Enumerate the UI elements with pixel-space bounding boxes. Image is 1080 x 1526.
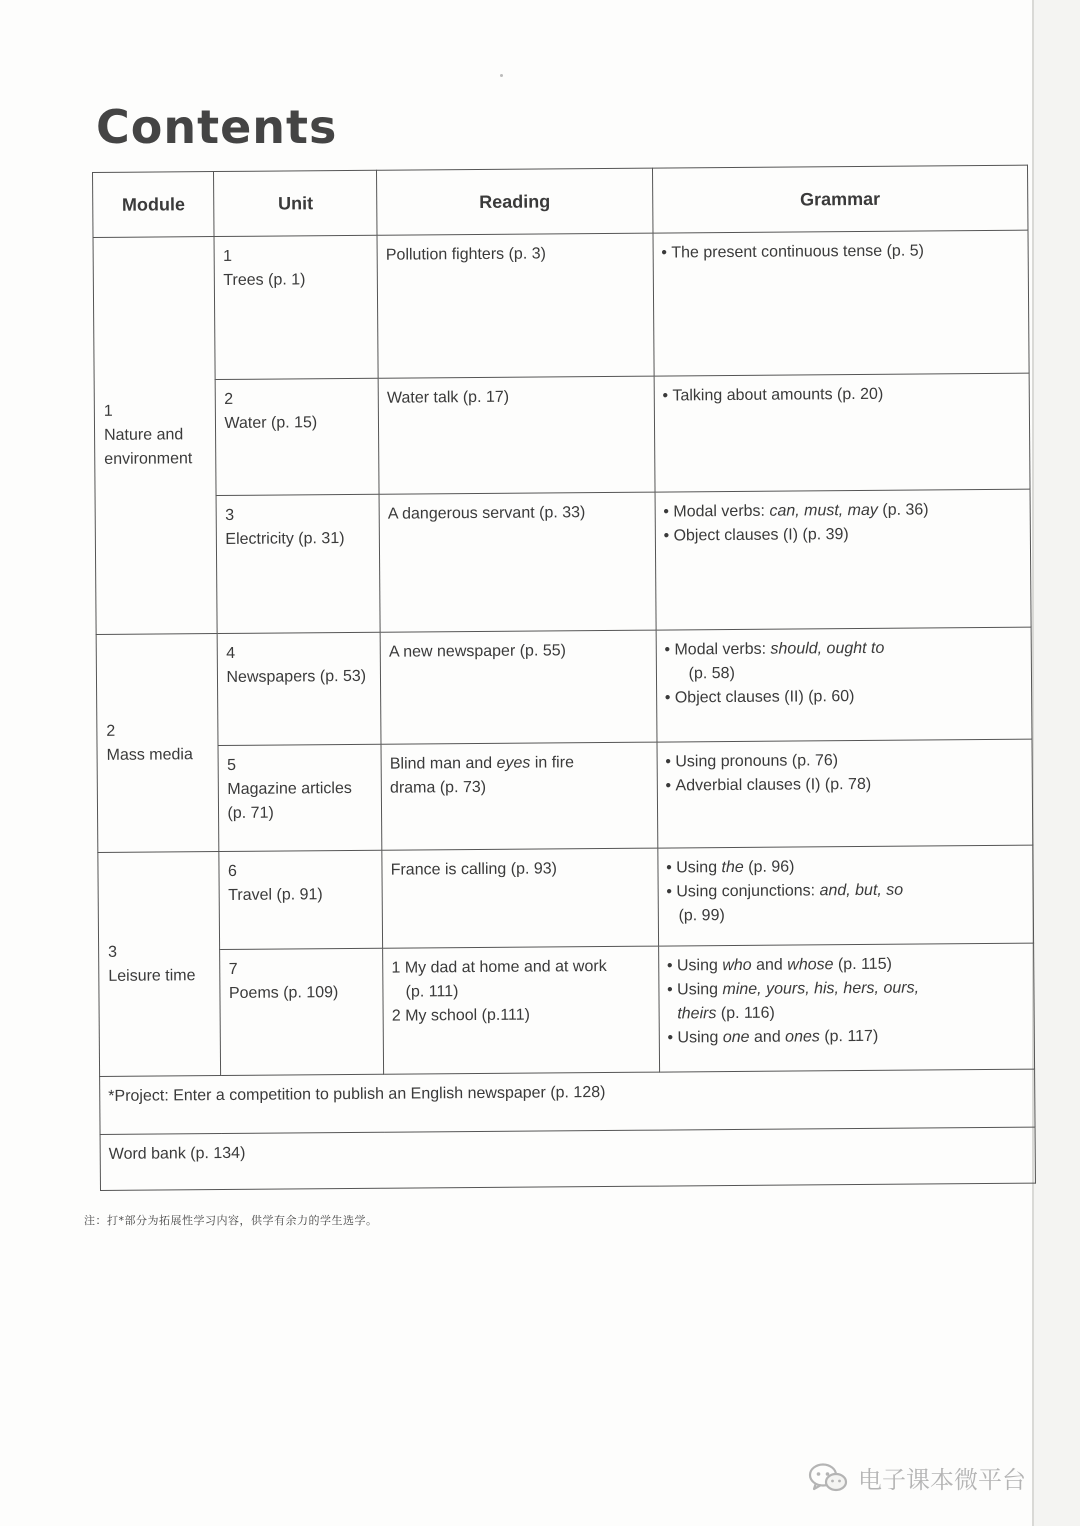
grammar-example: can, must, may (769, 501, 878, 520)
unit-number: 4 (226, 644, 236, 662)
unit-number: 3 (225, 506, 235, 524)
grammar-cell (656, 627, 1032, 742)
grammar-item (666, 854, 1025, 881)
reading-title: in fire (530, 754, 575, 772)
module-name: environment (104, 450, 193, 468)
grammar-example: ones (785, 1028, 820, 1046)
grammar-item: • Object clauses (I) (p. 39) (663, 522, 1022, 549)
grammar-page: (p. 116) (716, 1004, 775, 1023)
grammar-example: should, ought to (770, 639, 885, 658)
watermark-text: 电子课本微平台 (858, 1466, 1026, 1494)
grammar-item: • Using pronouns (p. 76) (665, 748, 1024, 775)
unit-title: Trees (p. 1) (223, 271, 306, 289)
header-row (93, 165, 1028, 237)
module-cell (93, 237, 218, 635)
grammar-text: Using conjunctions: (676, 882, 820, 901)
grammar-text: Modal verbs: (673, 502, 770, 521)
grammar-page: (p. 96) (743, 858, 795, 876)
table-row (93, 230, 1029, 380)
unit-cell (218, 632, 382, 745)
unit-title: Water (p. 15) (224, 414, 318, 432)
unit-cell (218, 744, 382, 851)
unit-cell (220, 948, 384, 1075)
grammar-example: theirs (677, 1005, 717, 1023)
reading-title: France is calling (p. 93) (390, 860, 558, 879)
reading-title: 2 My school (p.111) (391, 1006, 531, 1025)
grammar-list (662, 382, 1021, 409)
grammar-item (667, 976, 1026, 1027)
grammar-item (667, 1024, 1026, 1051)
unit-cell (217, 494, 381, 633)
grammar-text: Modal verbs: (674, 640, 771, 659)
module-name: Leisure time (108, 966, 196, 985)
module-name: Nature and (104, 426, 184, 444)
grammar-list (666, 854, 1025, 929)
grammar-example: mine, yours, his, hers, ours, (722, 979, 920, 999)
page-title: Contents (96, 100, 338, 154)
grammar-example: and, but, so (819, 881, 904, 900)
header-module: Module (93, 172, 215, 238)
grammar-cell (655, 489, 1031, 630)
unit-cell (219, 850, 382, 949)
grammar-item (667, 952, 1026, 979)
reading-cell (382, 848, 658, 948)
reading-title: A dangerous servant (p. 33) (387, 504, 586, 523)
reading-cell (383, 946, 659, 1074)
grammar-item: • Talking about amounts (p. 20) (662, 382, 1021, 409)
table-row (99, 943, 1035, 1076)
contents-table (92, 165, 1036, 1191)
grammar-list (663, 498, 1022, 549)
module-number: 2 (106, 722, 116, 740)
grammar-example: one (722, 1028, 750, 1047)
unit-title: Travel (p. 91) (228, 886, 323, 904)
reading-title: Blind man and (389, 754, 497, 773)
grammar-page: (p. 117) (819, 1027, 879, 1046)
grammar-item: • Object clauses (II) (p. 60) (665, 684, 1024, 711)
unit-title: Newspapers (p. 53) (226, 667, 367, 686)
grammar-text: and (749, 1028, 786, 1046)
grammar-text: Using (676, 859, 722, 877)
grammar-example: whose (787, 956, 834, 974)
grammar-page: (p. 99) (678, 907, 725, 925)
grammar-list (661, 239, 1020, 266)
header-grammar: Grammar (652, 165, 1028, 233)
reading-title: drama (p. 73) (389, 778, 487, 797)
table-row (98, 845, 1034, 950)
wordbank-row: Word bank (p. 134) (100, 1127, 1035, 1190)
grammar-text: Using (677, 981, 723, 999)
grammar-cell (657, 845, 1033, 946)
unit-cell (216, 378, 380, 495)
unit-cell (214, 235, 378, 379)
grammar-list (664, 636, 1023, 711)
reading-italic-word: eyes (496, 754, 531, 772)
wechat-icon (808, 1462, 848, 1494)
grammar-text: Using (677, 1029, 723, 1047)
reading-page: (p. 111) (405, 983, 459, 1001)
unit-title: Poems (p. 109) (228, 984, 339, 1002)
module-cell (98, 852, 221, 1077)
project-row: *Project: Enter a competition to publish an English newspaper (p. 128) (100, 1069, 1035, 1134)
watermark (808, 1460, 1026, 1495)
module-name: Mass media (106, 745, 193, 764)
grammar-list (667, 952, 1026, 1051)
grammar-text: Using (676, 957, 723, 975)
grammar-cell (658, 943, 1034, 1072)
grammar-cell (653, 230, 1029, 376)
grammar-item (663, 498, 1022, 525)
unit-number: 2 (224, 390, 234, 408)
unit-title: Electricity (p. 31) (225, 530, 345, 548)
reading-cell (381, 742, 657, 850)
reading-cell (378, 376, 654, 494)
grammar-item: • Adverbial clauses (I) (p. 78) (665, 772, 1024, 799)
grammar-page: (p. 36) (877, 501, 929, 519)
unit-number: 5 (227, 756, 237, 774)
table-row (94, 373, 1030, 496)
table-row (100, 1069, 1035, 1134)
reading-title: Pollution fighters (p. 3) (385, 245, 546, 264)
grammar-list (665, 748, 1024, 799)
module-number: 1 (103, 402, 113, 420)
grammar-cell (654, 373, 1030, 492)
table-row (95, 489, 1031, 634)
unit-title: Magazine articles (227, 779, 352, 798)
reading-cell (380, 630, 656, 744)
grammar-page: (p. 115) (833, 955, 892, 974)
table-row (96, 627, 1032, 746)
module-cell (96, 634, 219, 853)
grammar-example: who (722, 956, 752, 975)
grammar-page: (p. 58) (688, 664, 735, 683)
grammar-cell (657, 739, 1033, 848)
unit-number: 6 (227, 862, 237, 880)
table-row (97, 739, 1033, 852)
footnote: 注：打*部分为拓展性学习内容，供学有余力的学生选学。 (84, 1214, 378, 1227)
grammar-item (664, 636, 1023, 687)
reading-title: 1 My dad at home and at work (391, 957, 607, 977)
scan-speck (500, 74, 503, 77)
grammar-item: • The present continuous tense (p. 5) (661, 239, 1020, 266)
grammar-text: and (751, 956, 788, 974)
header-unit: Unit (214, 170, 377, 236)
reading-title: A new newspaper (p. 55) (388, 642, 567, 661)
unit-number: 1 (223, 247, 233, 265)
table-row (100, 1127, 1035, 1190)
reading-cell (379, 492, 656, 632)
header-reading: Reading (377, 168, 653, 235)
grammar-item (666, 878, 1025, 929)
module-number: 3 (108, 943, 118, 961)
unit-page: (p. 71) (227, 804, 274, 822)
unit-number: 7 (228, 960, 238, 978)
grammar-example: the (721, 858, 744, 877)
reading-title: Water talk (p. 17) (386, 388, 510, 407)
reading-cell (377, 233, 654, 378)
